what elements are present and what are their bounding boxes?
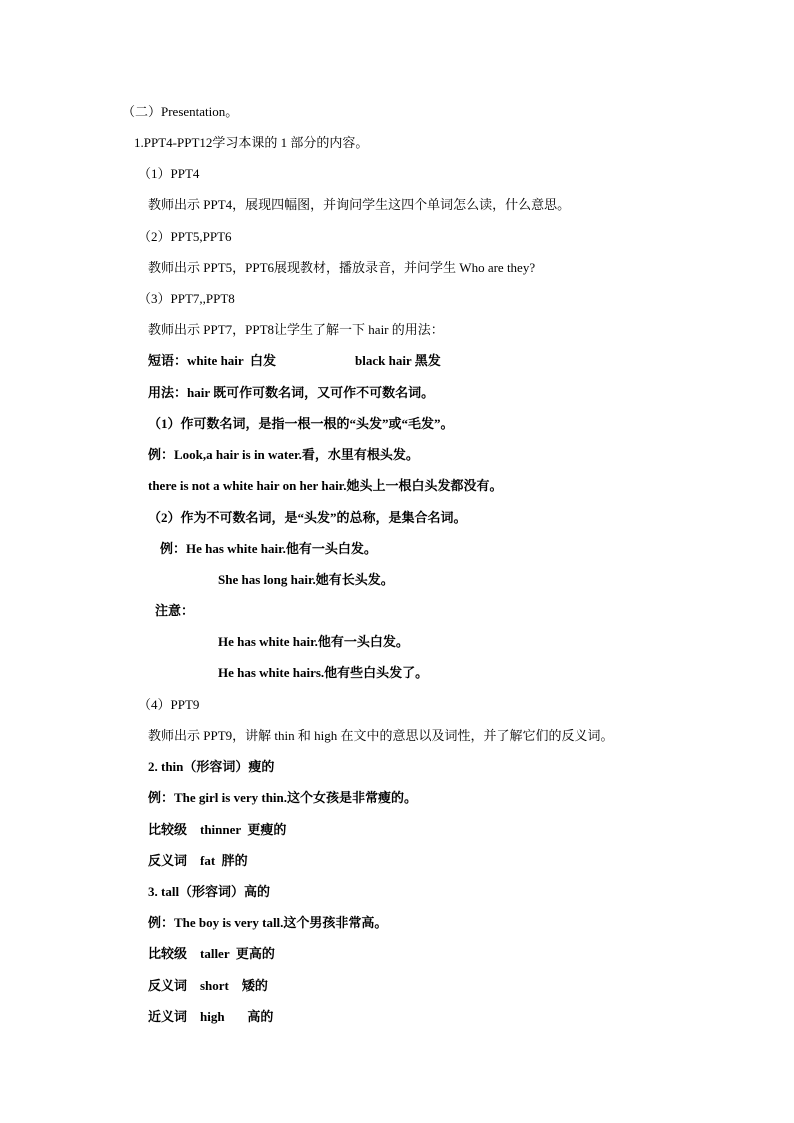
sub-step-heading: （1）PPT4	[138, 166, 200, 181]
word-heading: 2. thin（形容词）瘦的	[148, 759, 275, 774]
sub-step-heading: （4）PPT9	[138, 697, 200, 712]
phrase-black-hair: black hair 黑发	[355, 353, 441, 368]
usage-note: 用法：hair 既可作可数名词，又可作不可数名词。	[148, 385, 435, 400]
example-sentence: He has white hairs.他有些白头发了。	[218, 665, 429, 680]
section-heading: （二）Presentation。	[122, 104, 239, 119]
note-label: 注意：	[155, 603, 195, 618]
paragraph: 教师出示 PPT7，PPT8让学生了解一下 hair 的用法：	[148, 322, 444, 337]
example-sentence: there is not a white hair on her hair.她头上一根白头发都没有。	[148, 478, 503, 493]
usage-point: （1）作可数名词，是指一根一根的“头发”或“毛发”。	[148, 416, 454, 431]
phrase-white-hair: 短语：white hair 白发	[148, 353, 276, 368]
paragraph: 教师出示 PPT4，展现四幅图，并询问学生这四个单词怎么读，什么意思。	[148, 197, 571, 212]
example-sentence: 例：Look,a hair is in water.看，水里有根头发。	[148, 447, 419, 462]
example-sentence: He has white hair.他有一头白发。	[218, 634, 409, 649]
sub-step-heading: （2）PPT5,PPT6	[138, 229, 232, 244]
example-sentence: 例：He has white hair.他有一头白发。	[160, 541, 377, 556]
word-heading: 3. tall（形容词）高的	[148, 884, 271, 899]
paragraph: 教师出示 PPT5，PPT6展现教材，播放录音，并问学生 Who are they?	[148, 260, 536, 275]
example-sentence: She has long hair.她有长头发。	[218, 572, 394, 587]
comparative-form: 比较级 taller 更高的	[148, 946, 275, 961]
example-sentence: 例：The girl is very thin.这个女孩是非常瘦的。	[148, 790, 418, 805]
example-sentence: 例：The boy is very tall.这个男孩非常高。	[148, 915, 388, 930]
comparative-form: 比较级 thinner 更瘦的	[148, 822, 287, 837]
synonym: 近义词 high 高的	[148, 1009, 274, 1024]
usage-point: （2）作为不可数名词，是“头发”的总称，是集合名词。	[148, 510, 467, 525]
paragraph: 教师出示 PPT9，讲解 thin 和 high 在文中的意思以及词性，并了解它们的反义词。	[148, 728, 614, 743]
antonym: 反义词 short 矮的	[148, 978, 268, 993]
step-heading: 1.PPT4-PPT12学习本课的 1 部分的内容。	[134, 135, 369, 150]
sub-step-heading: （3）PPT7,,PPT8	[138, 291, 235, 306]
antonym: 反义词 fat 胖的	[148, 853, 248, 868]
